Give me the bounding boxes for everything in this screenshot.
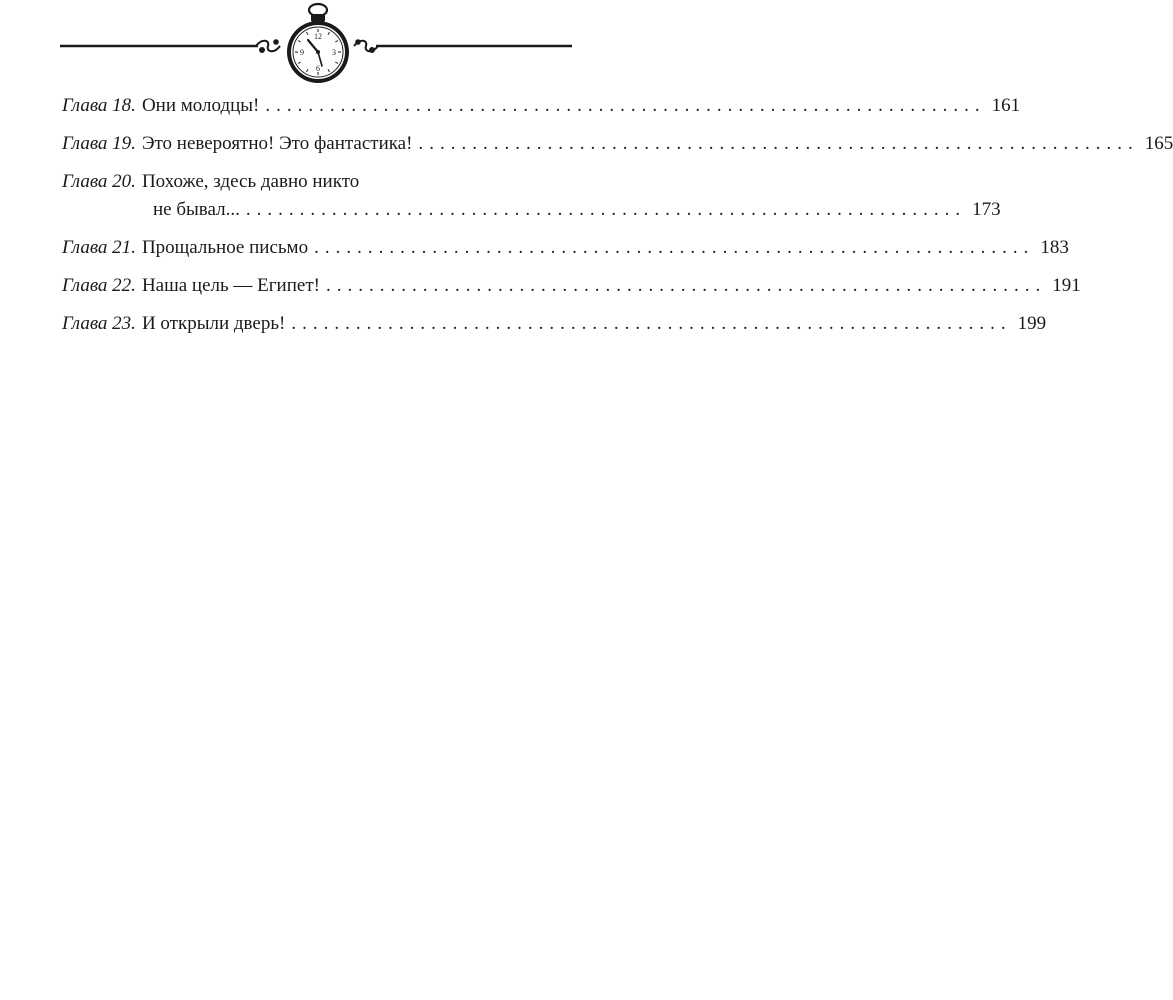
page-number: 199 — [1017, 313, 1047, 334]
header-ornament — [0, 0, 608, 100]
chapter-label: Глава 20. — [62, 171, 136, 192]
clock-numeral-3: 3 — [332, 48, 336, 57]
toc-entry-20[interactable] — [62, 168, 1001, 224]
pocket-watch-icon — [287, 4, 349, 83]
clock-numeral-9: 9 — [300, 48, 304, 57]
dot-leader: ................................................................... — [314, 237, 1035, 258]
dot-leader: ................................................................... — [291, 313, 1012, 334]
chapter-title: Наша цель — Египет! — [141, 275, 320, 296]
chapter-title: Прощальное письмо — [141, 237, 309, 258]
clock-numeral-6: 6 — [316, 64, 320, 73]
chapter-label: Глава 21. — [62, 237, 136, 258]
chapter-title: Это невероятно! Это фантастика! — [141, 133, 413, 154]
dot-leader: ................................................................... — [418, 133, 1139, 154]
dot-leader: ................................................................... — [325, 275, 1047, 296]
chapter-label: Глава 18. — [62, 95, 136, 116]
chapter-title: Они молодцы! — [141, 95, 260, 116]
toc-entry-19[interactable] — [62, 130, 1173, 158]
page-number: 161 — [991, 95, 1021, 116]
chapter-title: И открыли дверь! — [141, 313, 286, 334]
toc-entry-21[interactable] — [62, 234, 1069, 262]
page-number: 173 — [972, 199, 1001, 220]
toc-entry-22[interactable] — [62, 272, 1081, 300]
chapter-title: Похоже, здесь давно никто — [141, 171, 360, 192]
flourish-left-icon — [256, 40, 280, 52]
chapter-label: Глава 19. — [62, 133, 136, 154]
dot-leader: ................................................................... — [245, 199, 967, 220]
toc-entry-23[interactable] — [62, 310, 1047, 338]
page-number: 191 — [1052, 275, 1081, 296]
dot-leader: ................................................................... — [265, 95, 986, 116]
toc-entry-18[interactable] — [62, 92, 1021, 120]
chapter-title-continuation: не бывал... — [153, 199, 240, 220]
chapter-label: Глава 23. — [62, 313, 136, 334]
clock-numeral-12: 12 — [314, 32, 322, 41]
page-number: 165 — [1144, 133, 1173, 154]
flourish-right-icon — [354, 40, 378, 52]
table-of-contents — [62, 92, 1173, 348]
page-number: 183 — [1040, 237, 1069, 258]
chapter-label: Глава 22. — [62, 275, 136, 296]
